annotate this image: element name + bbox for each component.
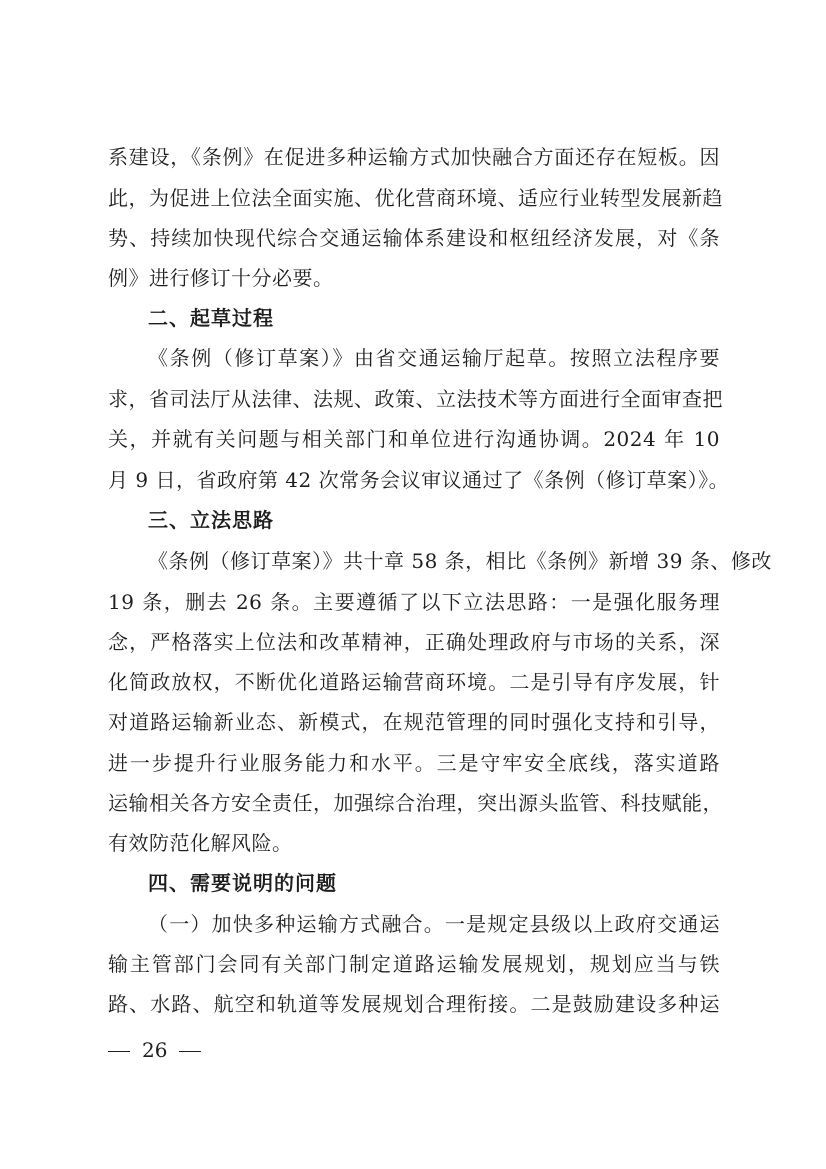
page-number bbox=[108, 1036, 201, 1064]
paragraph-line: 月 9 日，省政府第 42 次常务会议审议通过了《条例（修订草案）》。 bbox=[108, 468, 730, 492]
paragraph-line: 进一步提升行业服务能力和水平。三是守牢安全底线，落实道路 bbox=[108, 751, 720, 775]
paragraph-line: 此，为促进上位法全面实施、优化营商环境、适应行业转型发展新趋 bbox=[108, 186, 723, 210]
paragraph-line: 系建设，《条例》在促进多种运输方式加快融合方面还存在短板。因 bbox=[108, 145, 720, 169]
paragraph-line: （一）加快多种运输方式融合。一是规定县级以上政府交通运 bbox=[148, 912, 720, 936]
paragraph-line: 势、持续加快现代综合交通运输体系建设和枢纽经济发展，对《条 bbox=[108, 226, 720, 250]
paragraph-line: 《条例（修订草案）》由省交通运输厅起草。按照立法程序要 bbox=[148, 346, 720, 370]
page-number-dash-left bbox=[108, 1051, 130, 1052]
section-heading: 三、立法思路 bbox=[148, 508, 274, 532]
paragraph-line: 化简政放权，不断优化道路运输营商环境。二是引导有序发展，针 bbox=[108, 670, 720, 694]
paragraph-line: 《条例（修订草案）》共十章 58 条，相比《条例》新增 39 条、修改 bbox=[148, 549, 772, 573]
paragraph-line: 有效防范化解风险。 bbox=[108, 831, 293, 855]
paragraph-line: 求，省司法厅从法律、法规、政策、立法技术等方面进行全面审查把 bbox=[108, 387, 723, 411]
paragraph-line: 关，并就有关问题与相关部门和单位进行沟通协调。2024 年 10 bbox=[108, 427, 720, 451]
paragraph-line: 运输相关各方安全责任，加强综合治理，突出源头监管、科技赋能， bbox=[108, 791, 723, 815]
paragraph-line: 对道路运输新业态、新模式，在规范管理的同时强化支持和引导， bbox=[108, 710, 720, 734]
section-heading: 四、需要说明的问题 bbox=[148, 871, 337, 895]
section-heading: 二、起草过程 bbox=[148, 306, 274, 330]
paragraph-line: 路、水路、航空和轨道等发展规划合理衔接。二是鼓励建设多种运 bbox=[108, 992, 720, 1016]
page-number-dash-right bbox=[179, 1051, 201, 1052]
paragraph-line: 念，严格落实上位法和改革精神，正确处理政府与市场的关系，深 bbox=[108, 630, 720, 654]
paragraph-line: 例》进行修订十分必要。 bbox=[108, 266, 334, 290]
page-number-value: 26 bbox=[142, 1038, 168, 1062]
paragraph-line: 19 条，删去 26 条。主要遵循了以下立法思路：一是强化服务理 bbox=[108, 590, 720, 614]
paragraph-line: 输主管部门会同有关部门制定道路运输发展规划，规划应当与铁 bbox=[108, 952, 720, 976]
